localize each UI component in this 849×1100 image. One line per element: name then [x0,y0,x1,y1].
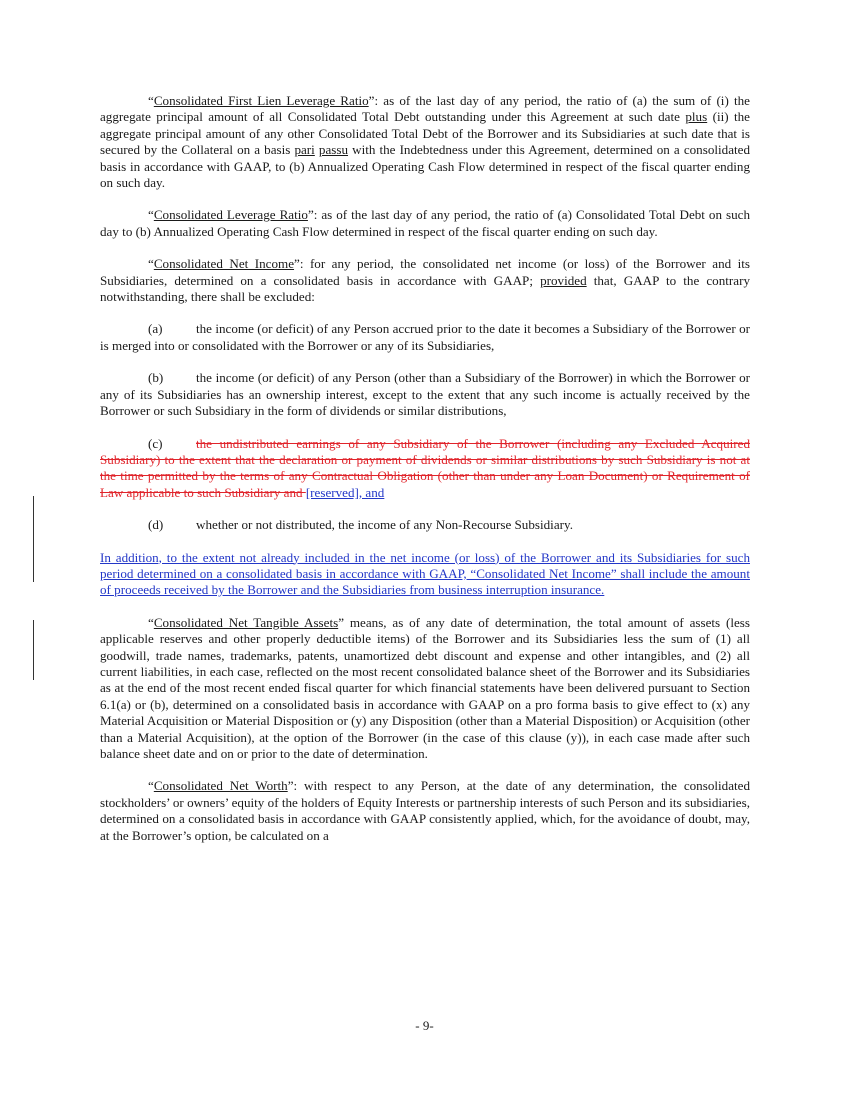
clause-text: the income (or deficit) of any Person accrued prior to the date it becomes a Subsidiary of the Borrower or is merged into or consolidated with the Borrower or any of its Subsidiaries, [100,321,750,353]
document-page [100,93,750,860]
open-quote: “ [148,93,154,108]
clause-label: (b) [148,370,164,386]
defined-term: Consolidated First Lien Leverage Ratio [153,93,369,108]
page-number: - 9- [415,1018,434,1033]
clause-d [100,517,750,533]
text: ”: with respect to any Person, at the date of any determination, the consolidated stockholders’ or owners’ equity of the holders of Equity Interests or partnership interests of such Person and its subsidiaries, determined on a consolidated basis in accordance with GAAP consistently applied, which, for the avoidance of doubt, may, at the Borrower’s option, be calculated on a [100,778,750,843]
deleted-text: the undistributed earnings of any Subsidiary of the Borrower (including any Excluded Acquired Subsidiary) to the extent that the declaration or payment of dividends or similar distributions by such Subsidiary is not at the time permitted by the terms of any Contractual Obligation (other than under any Loan Document) or Requirement of Law applicable to such Subsidiary and [100,435,750,500]
passu-term: passu [318,142,349,158]
clause-label: (a) [148,321,163,337]
inserted-text: [reserved], and [305,484,385,500]
open-quote: “ [148,778,154,794]
clause-c [100,436,750,502]
defined-term: Consolidated Net Worth [153,778,288,794]
definition-consolidated-leverage-ratio [100,207,750,240]
definition-consolidated-net-income [100,256,750,305]
open-quote: “ [148,256,154,272]
clause-label: (d) [148,517,164,533]
plus-term: plus [685,109,708,125]
definition-consolidated-net-worth [100,778,750,844]
text: ”: as of the last day of any period, the ratio of (a) Consolidated Total Debt on such day to (b) Annualized Operating Cash Flow determined in respect of the fiscal quarter ending on such day. [100,207,750,239]
defined-term: Consolidated Leverage Ratio [153,207,308,223]
clause-label: (c) [148,435,163,451]
change-bar-item-c [33,496,34,582]
open-quote: “ [148,207,154,223]
definition-consolidated-first-lien-leverage-ratio [100,93,750,191]
inserted-text: In addition, to the extent not already included in the net income (or loss) of the Borrower and its Subsidiaries for such period determined on a consolidated basis in accordance with GAAP, “Consolidated Net Income” shall include the amount of proceeds received by the Borrower and the Subsidiaries from business interruption insurance. [100,549,750,598]
text: ”: as of the last day of any period, the ratio of (a) the sum of (i) the aggregate principal amount of all Consolidated Total Debt outstanding under this Agreement at such date [100,93,750,125]
text: with the Indebtedness under this Agreement, determined on a consolidated basis in accordance with GAAP, to (b) Annualized Operating Cash Flow determined in respect of the fiscal quarter ending on such day. [100,142,750,191]
clause-b [100,370,750,419]
clause-text: the income (or deficit) of any Person (other than a Subsidiary of the Borrower) in which the Borrower or any of its Subsidiaries has an ownership interest, except to the extent that any such income is actually received by the Borrower or such Subsidiary in the form of dividends or similar distributions, [100,370,750,419]
clause-text: whether or not distributed, the income of any Non-Recourse Subsidiary. [196,517,573,533]
text: that, GAAP to the contrary notwithstanding, there shall be excluded: [100,272,750,305]
open-quote: “ [148,614,154,630]
change-bar-inserted-para [33,620,34,680]
text: (ii) the aggregate principal amount of any other Consolidated Total Debt of the Borrower and its Subsidiaries at such date that is secured by the Collateral on a basis [100,109,750,158]
pari-term: pari [294,142,315,158]
defined-term: Consolidated Net Income [153,256,295,272]
text: ” means, as of any date of determination, the total amount of assets (less applicable reserves and other properly deductible items) of the Borrower and its Subsidiaries less the sum of (1) all goodwill, trade names, trademarks, patents, unamortized debt discount and expense and other intangibles, and (2) all current liabilities, in each case, reflected on the most recent consolidated balance sheet of the Borrower and its Subsidiaries as at the end of the most recent ended fiscal quarter for which financial statements have been delivered pursuant to Section 6.1(a) or (b), determined on a consolidated basis in accordance with GAAP on a pro forma basis to give effect to (x) any Material Acquisition or Material Disposition or (y) any Disposition (other than a Material Disposition) or Acquisition (other than a Material Acquisition), at the option of the Borrower (in the case of this clause (y)), in each case made after such balance sheet date and on or prior to the date of determination. [100,614,750,761]
provided-term: provided [540,272,587,288]
clause-a [100,321,750,354]
text: ”: for any period, the consolidated net income (or loss) of the Borrower and its Subsidiaries, determined on a consolidated basis in accordance with GAAP; [100,256,750,288]
definition-consolidated-net-tangible-assets [100,615,750,763]
defined-term: Consolidated Net Tangible Assets [153,614,339,630]
inserted-paragraph [100,550,750,599]
